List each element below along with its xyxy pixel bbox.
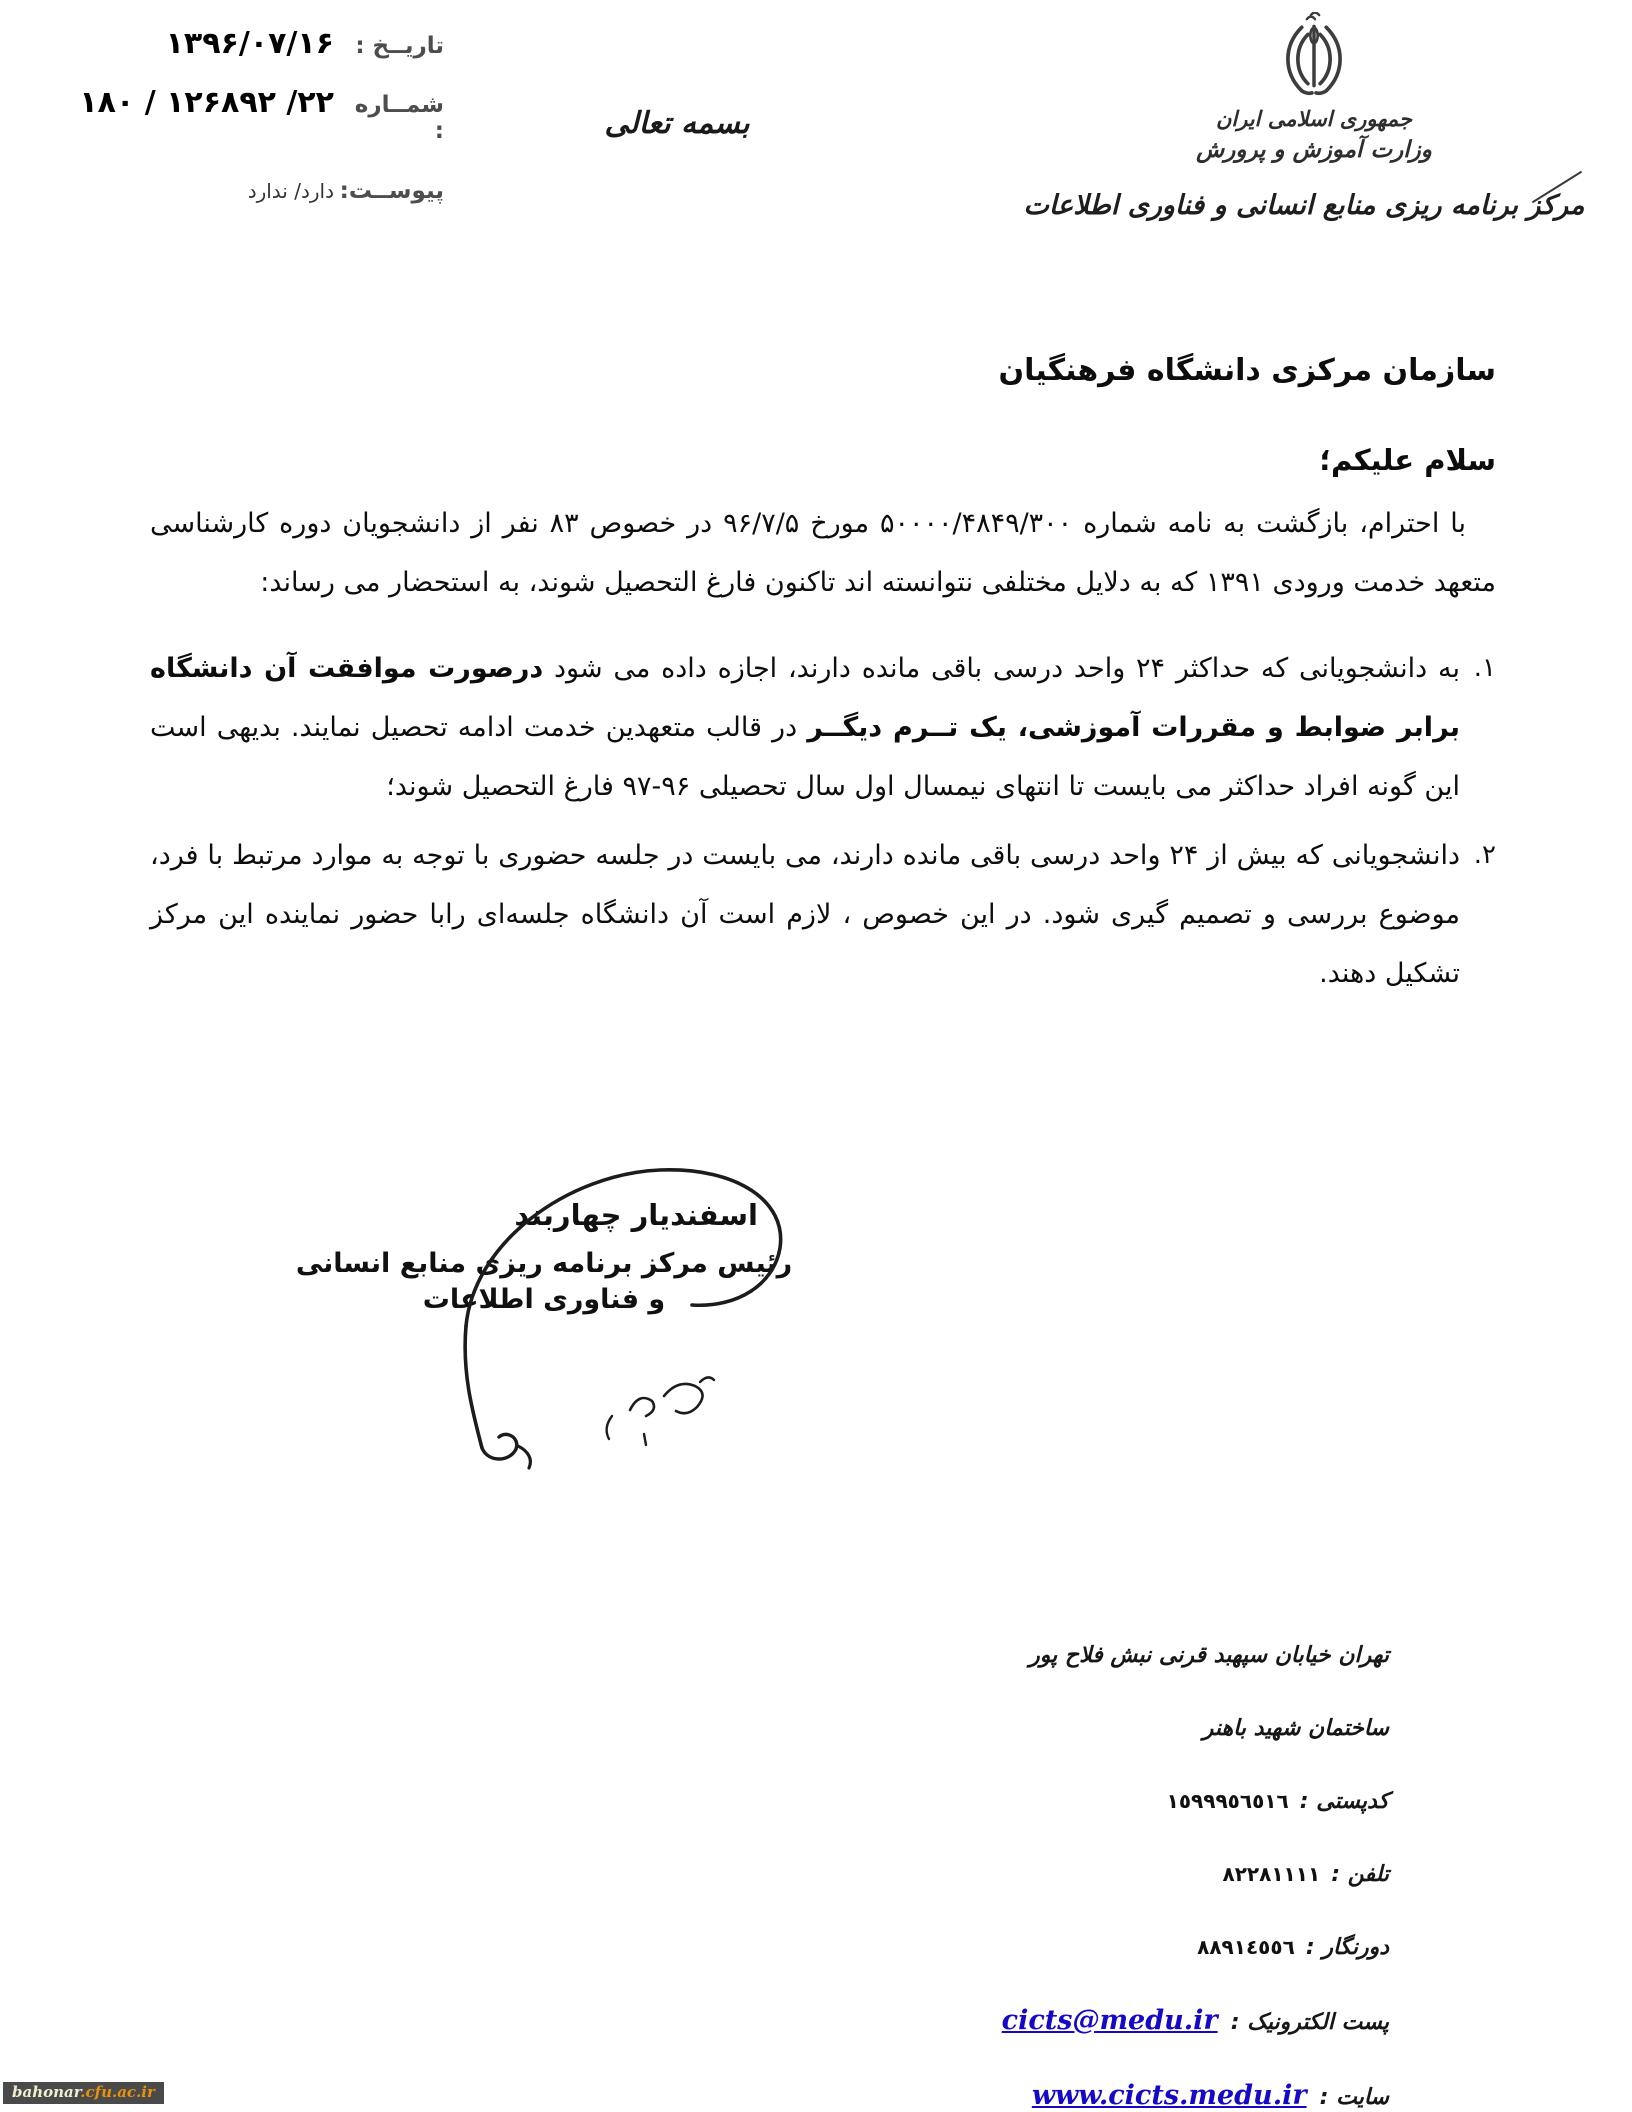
list-item-1-text xyxy=(150,639,1460,816)
number-value: ۱۸۰ / ۱۲۶۸۹۲ /۲۲ xyxy=(79,85,334,120)
item1-text-normal-2: در قالب متعهدین خدمت ادامه تحصیل نمایند. بدیهی است این گونه افراد حداکثر می بایست تا انتهای نیمسال اول سال تحصیلی ۹۶-۹۷ فارغ التحصیل شوند؛ xyxy=(150,712,1460,802)
email-line xyxy=(1002,2005,1389,2039)
address-line-1 xyxy=(1002,1640,1389,1672)
gov-line1: جمهوری اسلامی ایران xyxy=(1215,107,1413,131)
attachment-row xyxy=(92,178,444,204)
list-item-2-text: دانشجویانی که بیش از ۲۴ واحد درسی باقی مانده دارند، می بایست در جلسه حضوری با توجه به موارد مرتبط با فرد، موضوع بررسی و تصمیم گیری شود. در این خصوص ، لازم است آن دانشگاه جلسه‌ای رابا حضور نماینده این مرکز تشکیل دهند. xyxy=(150,840,1460,989)
iran-emblem-icon xyxy=(1280,12,1348,100)
attachment-label: پیوســت: xyxy=(339,178,444,204)
item1-text-bold: درصورت موافقت آن دانشگاه برابر ضوابط و مقررات آموزشی، یک تــرم دیگــر xyxy=(150,653,1460,743)
signature-block xyxy=(286,1196,802,1318)
signer-title: رئیس مرکز برنامه ریزی منابع انسانی و فناوری اطلاعات xyxy=(295,1248,793,1315)
postal-label: کدپستی : xyxy=(1299,1789,1389,1814)
postal-line xyxy=(1002,1786,1389,1818)
gov-line2: وزارت آموزش و پرورش xyxy=(1196,137,1432,163)
salutation: سلام علیکم؛ xyxy=(1319,443,1496,477)
phone-line xyxy=(1002,1859,1389,1891)
fax-line xyxy=(1002,1932,1389,1964)
watermark-suffix: .cfu.ac.ir xyxy=(80,2083,155,2101)
watermark-prefix: bahonar xyxy=(12,2083,81,2101)
intro-paragraph: با احترام، بازگشت به نامه شماره ۵۰۰۰۰/۴۸۴۹/۳۰۰ مورخ ۹۶/۷/۵ در خصوص ۸۳ نفر از دانشجویان دوره کارشناسی متعهد خدمت ورودی ۱۳۹۱ که به دلایل مختلفی نتوانسته اند تاکنون فارغ التحصیل شوند، به استحضار می رساند: xyxy=(150,508,1496,598)
list-item-1 xyxy=(150,639,1496,816)
address-line-1-text: تهران خیابان سپهبد قرنی نبش فلاح پور xyxy=(1029,1643,1389,1668)
date-row xyxy=(92,26,444,61)
date-label: تاریــخ : xyxy=(355,33,444,59)
website-link[interactable]: www.cicts.medu.ir xyxy=(1031,2080,1307,2111)
phone-label: تلفن : xyxy=(1331,1862,1389,1887)
letter-body xyxy=(150,350,1496,1003)
email-link[interactable]: cicts@medu.ir xyxy=(1001,2005,1218,2036)
footer-contact xyxy=(1002,1640,1389,2112)
item1-text-normal: به دانشجویانی که حداکثر ۲۴ واحد درسی باقی مانده دارند، اجازه داده می شود xyxy=(543,653,1460,684)
number-row xyxy=(79,85,444,144)
site-line xyxy=(1002,2080,1389,2112)
attachment-value: دارد/ ندارد xyxy=(247,179,334,203)
address-line-2 xyxy=(1002,1713,1389,1745)
fax-label: دورنگار : xyxy=(1305,1935,1389,1960)
fax-value: ٨٨٩١٤٥٥٦ xyxy=(1197,1935,1295,1959)
list-item-2-number: ۲. xyxy=(1473,840,1496,870)
signer-name: اسفندیار چهاربند xyxy=(514,1198,758,1232)
center-name: مرکز برنامه ریزی منابع انسانی و فناوری اطلاعات xyxy=(1023,190,1585,221)
number-label: شمــاره : xyxy=(354,92,444,144)
meta-block xyxy=(79,26,444,228)
numbered-list xyxy=(150,639,1496,1003)
besmele: بسمه تعالی xyxy=(604,106,750,141)
date-value: ۱۳۹۶/۰۷/۱۶ xyxy=(165,26,334,61)
list-item-2 xyxy=(150,826,1496,1003)
watermark-badge xyxy=(3,2082,164,2104)
postal-value: ١٥٩٩٩٥٦٥١٦ xyxy=(1166,1789,1289,1813)
address-line-2-text: ساختمان شهید باهنر xyxy=(1202,1716,1389,1741)
email-label: پست الکترونیک : xyxy=(1230,2010,1389,2035)
site-label: سایت : xyxy=(1319,2085,1389,2110)
recipient-heading: سازمان مرکزی دانشگاه فرهنگیان xyxy=(998,353,1496,388)
letterhead xyxy=(1144,12,1484,166)
phone-value: ٨٢٢٨١١١١ xyxy=(1222,1862,1321,1886)
list-item-1-number: ۱. xyxy=(1473,653,1496,683)
